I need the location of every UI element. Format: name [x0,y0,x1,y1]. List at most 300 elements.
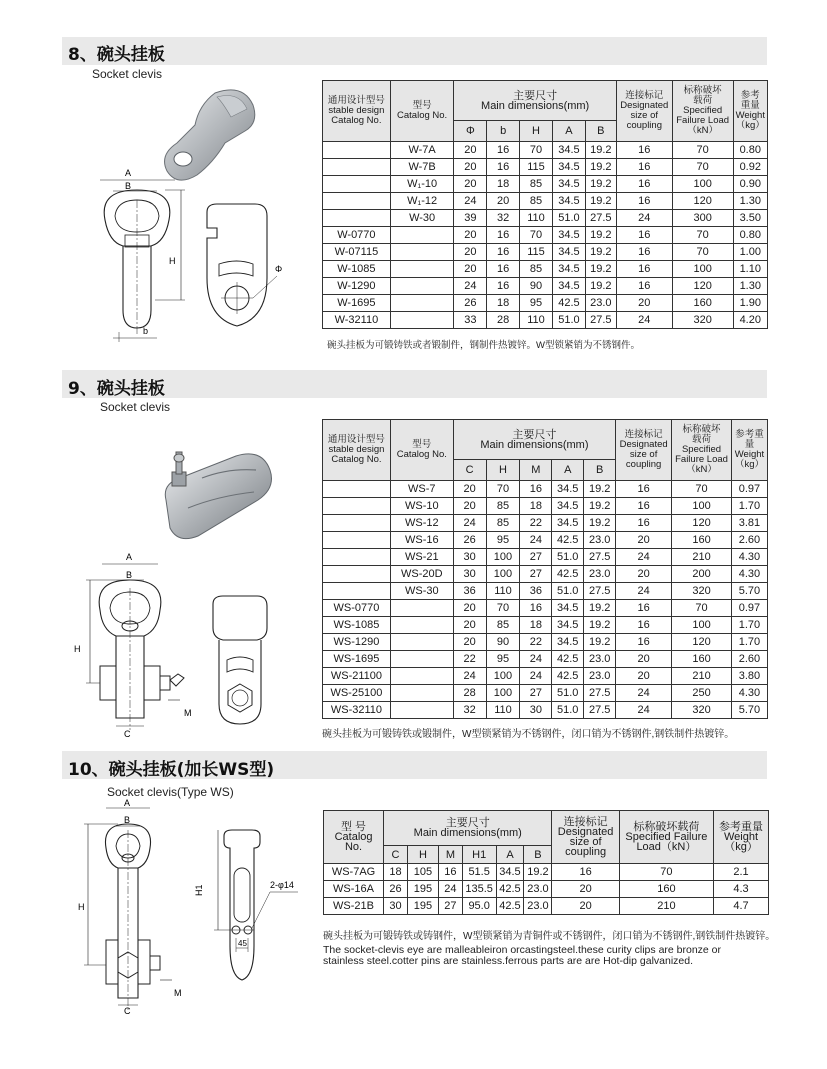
table-cell: 3.81 [731,515,767,532]
col-header-dims: 主要尺寸 Main dimensions(mm) [453,420,615,460]
table-cell: WS-25100 [323,685,391,702]
subheader-cell: b [487,121,520,142]
table-cell: 0.80 [733,227,767,244]
table-cell: 20 [454,142,487,159]
table-cell: W-0770 [323,227,391,244]
table-note-english: The socket-clevis eye are malleableiron orcastingsteel.these curity clips are bronze or stainless steel.cotter pins are stainless.ferrous parts are are Hot-dip galvanized. [323,944,722,967]
table-cell: 20 [552,898,619,915]
table-cell: 20 [616,668,672,685]
table-cell: 16 [616,176,672,193]
table-cell: 34.5 [552,159,585,176]
table-cell: 51.0 [552,210,585,227]
table-cell [390,278,454,295]
table-cell: 20 [453,634,486,651]
table-cell: 16 [616,617,672,634]
dim-label-a: A [126,552,133,562]
dim-label-b: B [126,570,133,580]
table-cell: 22 [453,651,486,668]
col-header-dims: 主要尺寸 Main dimensions(mm) [384,811,552,846]
table-cell: WS-21B [324,898,384,915]
table-cell: 24 [616,312,672,329]
table-cell: 2.60 [731,651,767,668]
section-subtitle: Socket clevis [100,400,171,414]
table-cell: 18 [487,176,520,193]
subheader-cell: H1 [462,846,496,864]
table-cell [390,702,453,719]
table-cell: 210 [619,898,713,915]
table-cell: 115 [520,159,553,176]
table-cell: 19.2 [584,617,616,634]
table-cell: 27.5 [584,702,616,719]
col-header-catalog: 通用设计型号 stable design Catalog No. [323,81,391,142]
table-cell: 115 [520,244,553,261]
table-cell: 4.3 [714,881,769,898]
front-view-drawing [62,548,197,738]
table-cell: WS-32110 [323,702,391,719]
side-view-drawing [194,826,312,996]
table-cell: 20 [453,498,486,515]
table-cell: 100 [486,566,520,583]
table-cell: 27.5 [584,549,616,566]
table-cell: 70 [672,227,733,244]
table-cell: 27.5 [585,312,616,329]
table-cell: 19.2 [524,864,552,881]
dim-label-small-b: b [143,326,149,336]
table-cell: 1.70 [731,634,767,651]
table-cell: WS-21100 [323,668,391,685]
col-header-catalog: 通用设计型号 stable design Catalog No. [323,420,391,481]
section-header-bar [62,37,767,65]
table-cell: 33 [454,312,487,329]
table-cell: W-7B [390,159,454,176]
table-cell: 160 [672,651,732,668]
table-cell: 1.30 [733,193,767,210]
table-cell: 16 [552,864,619,881]
table-cell: 27.5 [584,685,616,702]
table-cell [390,261,454,278]
table-note: 碗头挂板为可锻铸铁或铸钢件，W型锁紧销为青铜件或不锈钢件，闭口销为不锈钢件,钢铁制件热镀锌。 [323,931,776,942]
dim-label-a: A [124,798,131,808]
subheader-cell: H [407,846,438,864]
dim-label-m: M [174,988,182,998]
col-header-coupling: 连接标记 Designated size of coupling [552,811,619,864]
dim-label-h: H [78,902,85,912]
table-cell: 70 [486,600,520,617]
table-cell: 100 [486,549,520,566]
section-subtitle: Socket clevis(Type WS) [107,785,234,799]
table-cell: 51.5 [462,864,496,881]
table-cell: 20 [616,651,672,668]
table-cell: 34.5 [552,227,585,244]
table-cell: 1.90 [733,295,767,312]
table-cell: 27 [520,549,552,566]
table-row [323,210,768,227]
section-title: 10、碗头挂板(加长WS型) [68,760,275,780]
table-row [323,227,768,244]
table-row [323,244,768,261]
table-cell: 2.1 [714,864,769,881]
col-header-type: 型 号 Catalog No. [324,811,384,864]
table-cell: 100 [672,176,733,193]
table-cell: 34.5 [552,193,585,210]
table-note: 碗头挂板为可锻铸铁或锻制件，W型锁紧销为不锈钢件，闭口销为不锈钢件,钢铁制件热镀锌。 [322,729,735,740]
table-cell: 30 [384,898,408,915]
table-cell: 0.97 [731,481,767,498]
table-row [323,583,768,600]
table-cell [323,498,391,515]
table-cell: 16 [438,864,462,881]
table-cell: 85 [486,617,520,634]
table-cell: 160 [672,532,732,549]
table-cell: 20 [616,532,672,549]
table-cell: WS-16A [324,881,384,898]
subheader-cell: B [524,846,552,864]
table-cell: 16 [487,261,520,278]
table-cell: 70 [672,159,733,176]
table-cell: 100 [486,685,520,702]
table-cell [323,481,391,498]
table-cell: 19.2 [585,261,616,278]
table-row [324,864,769,881]
table-cell [390,244,454,261]
table-cell: 27 [520,566,552,583]
table-cell: WS-21 [390,549,453,566]
table-cell: 34.5 [552,617,584,634]
dim-label-c: C [124,1006,131,1016]
table-cell: WS-30 [390,583,453,600]
table-cell [390,312,454,329]
subheader-cell: C [384,846,408,864]
table-row [324,881,769,898]
table-cell: 0.92 [733,159,767,176]
table-cell: 19.2 [585,159,616,176]
col-header-coupling: 连接标记 Designated size of coupling [616,81,672,142]
dim-label-phi: Φ [275,264,283,274]
table-row [323,193,768,210]
table-cell: 100 [672,261,733,278]
table-cell: 19.2 [584,600,616,617]
table-cell: 24 [616,685,672,702]
table-cell: 22 [520,634,552,651]
table-cell: WS-12 [390,515,453,532]
table-cell [390,668,453,685]
table-cell: 26 [453,532,486,549]
table-cell: 23.0 [584,532,616,549]
table-note: 碗头挂板为可锻铸铁或者锻制件，钢制件热镀锌。W型锁紧销为不锈钢件。 [327,340,640,351]
table-cell: 42.5 [552,651,584,668]
table-cell: 250 [672,685,732,702]
table-cell [390,227,454,244]
subheader-cell: H [486,460,520,481]
table-cell [390,617,453,634]
col-header-load: 标称破坏载荷 Specified Failure Load（kN） [619,811,713,864]
table-cell: 36 [453,583,486,600]
table-row [323,532,768,549]
table-row [323,668,768,685]
table-row [323,651,768,668]
table-cell: 70 [520,142,553,159]
table-cell: WS-0770 [323,600,391,617]
table-cell: 34.5 [552,600,584,617]
table-cell: 20 [454,261,487,278]
dim-label-distance: 45 [238,939,247,948]
table-cell: 20 [453,617,486,634]
table-cell: 95 [486,651,520,668]
table-cell: W₁-12 [390,193,454,210]
table-cell: 85 [520,261,553,278]
table-cell: 110 [520,312,553,329]
table-row [323,142,768,159]
table-cell: WS-1085 [323,617,391,634]
table-cell: 23.0 [524,881,552,898]
table-cell: 16 [616,278,672,295]
table-cell: WS-7 [390,481,453,498]
table-cell: 20 [453,600,486,617]
table-cell: W-1085 [323,261,391,278]
table-cell: 20 [454,176,487,193]
table-cell: 160 [619,881,713,898]
subheader-cell: M [520,460,552,481]
subheader-cell: H [520,121,553,142]
table-cell: 18 [520,498,552,515]
table-cell: W-32110 [323,312,391,329]
subheader-cell: A [552,121,585,142]
table-cell: 20 [487,193,520,210]
subheader-cell: B [584,460,616,481]
table-cell: 120 [672,634,732,651]
table-cell: 16 [616,498,672,515]
table-cell: 19.2 [585,227,616,244]
table-cell: 24 [520,651,552,668]
table-cell: 51.0 [552,685,584,702]
section-title: 9、碗头挂板 [68,379,165,399]
table-cell: 34.5 [552,244,585,261]
subheader-cell: M [438,846,462,864]
table-cell: 70 [672,244,733,261]
table-cell: 30 [453,549,486,566]
table-cell: 70 [672,481,732,498]
table-cell: 51.0 [552,702,584,719]
table-cell: 195 [407,898,438,915]
table-cell: 19.2 [584,634,616,651]
table-cell: 51.0 [552,549,584,566]
table-cell: 320 [672,583,732,600]
table-cell: 16 [616,193,672,210]
spec-table [322,419,768,719]
table-row [323,702,768,719]
table-cell: W-07115 [323,244,391,261]
table-cell [390,295,454,312]
table-cell: 42.5 [552,668,584,685]
table-cell [390,600,453,617]
table-cell: 160 [672,295,733,312]
table-cell: 70 [672,600,732,617]
table-cell: 19.2 [585,193,616,210]
table-cell: 300 [672,210,733,227]
table-cell: 0.97 [731,600,767,617]
table-cell: 28 [453,685,486,702]
dim-label-m: M [184,708,192,718]
table-cell: 20 [616,566,672,583]
side-view-drawing [195,198,290,338]
table-cell [323,159,391,176]
table-cell: 24 [454,193,487,210]
table-row [323,685,768,702]
table-cell: 5.70 [731,583,767,600]
dim-label-b: B [124,815,131,825]
subheader-cell: A [552,460,584,481]
table-cell: 19.2 [585,244,616,261]
col-header-type: 型号 Catalog No. [390,81,454,142]
spec-table [322,80,768,329]
table-row [323,481,768,498]
table-cell: 30 [520,702,552,719]
table-cell: 20 [454,159,487,176]
table-cell: 34.5 [552,634,584,651]
table-cell: 4.30 [731,685,767,702]
table-cell: 23.0 [584,651,616,668]
table-cell: 1.70 [731,617,767,634]
table-cell [390,651,453,668]
table-cell: W-1290 [323,278,391,295]
table-cell: WS-7AG [324,864,384,881]
dim-label-h: H [169,256,176,266]
table-cell: 34.5 [552,176,585,193]
table-row [323,515,768,532]
table-cell: 24 [616,549,672,566]
table-cell: 70 [672,142,733,159]
table-cell: 24 [453,515,486,532]
table-cell [323,210,391,227]
dim-label-a: A [125,168,132,178]
table-cell: 23.0 [524,898,552,915]
table-cell: 4.30 [731,549,767,566]
table-cell: 34.5 [552,142,585,159]
table-row [324,898,769,915]
table-row [323,600,768,617]
table-cell: 27 [438,898,462,915]
table-cell: 5.70 [731,702,767,719]
table-cell [390,634,453,651]
table-cell: WS-16 [390,532,453,549]
table-cell: 135.5 [462,881,496,898]
table-cell: 320 [672,312,733,329]
table-cell: 18 [520,617,552,634]
table-cell: 24 [520,668,552,685]
table-row [323,159,768,176]
table-cell: 42.5 [496,881,524,898]
table-cell: 20 [616,295,672,312]
col-header-dims: 主要尺寸 Main dimensions(mm) [454,81,616,121]
table-cell: WS-1290 [323,634,391,651]
subheader-cell: B [585,121,616,142]
table-cell: 110 [520,210,553,227]
table-cell: 1.70 [731,498,767,515]
table-cell: 24 [520,532,552,549]
table-cell [323,193,391,210]
table-cell: 26 [384,881,408,898]
table-cell: 110 [486,702,520,719]
table-cell: 19.2 [585,176,616,193]
table-cell: 24 [616,210,672,227]
table-cell: 16 [616,634,672,651]
table-cell: 210 [672,549,732,566]
table-cell [323,549,391,566]
table-cell: 100 [486,668,520,685]
table-cell: 16 [487,278,520,295]
table-cell [323,583,391,600]
table-cell: 19.2 [584,515,616,532]
table-cell: 24 [438,881,462,898]
table-cell: 110 [486,583,520,600]
table-cell: 24 [616,583,672,600]
table-cell: 16 [616,515,672,532]
table-cell: 30 [453,566,486,583]
table-cell: 20 [552,881,619,898]
table-cell: 4.20 [733,312,767,329]
table-cell: WS-1695 [323,651,391,668]
table-cell: 85 [486,498,520,515]
table-row [323,295,768,312]
table-row [323,312,768,329]
table-cell: 34.5 [552,261,585,278]
table-cell: 24 [454,278,487,295]
table-cell: 19.2 [585,142,616,159]
product-photo [158,448,288,548]
col-header-load: 标称破坏 载荷 Specified Failure Load （kN） [672,81,733,142]
table-cell: 36 [520,583,552,600]
table-cell [390,685,453,702]
table-cell: 34.5 [552,481,584,498]
table-row [323,261,768,278]
table-cell: 20 [454,227,487,244]
table-cell: W-7A [390,142,454,159]
table-cell: 27 [520,685,552,702]
table-cell: 0.90 [733,176,767,193]
section-header-bar [62,370,767,398]
table-cell: 85 [520,193,553,210]
table-cell: 34.5 [496,864,524,881]
table-cell [323,515,391,532]
table-cell: 32 [453,702,486,719]
col-header-weight: 参考重 量 Weight （kg） [731,420,767,481]
table-cell: 100 [672,498,732,515]
table-cell: 85 [520,176,553,193]
table-cell: 70 [486,481,520,498]
table-cell: 19.2 [584,481,616,498]
table-cell: 4.7 [714,898,769,915]
col-header-weight: 参考 重量 Weight （kg） [733,81,767,142]
table-cell: 22 [520,515,552,532]
table-cell: 18 [384,864,408,881]
table-cell: 42.5 [552,532,584,549]
table-cell: 16 [616,600,672,617]
table-cell: 16 [487,142,520,159]
table-cell: 320 [672,702,732,719]
dim-label-h1: H1 [194,884,204,896]
table-cell: 34.5 [552,515,584,532]
table-cell: 16 [487,244,520,261]
table-cell: 3.50 [733,210,767,227]
table-cell: 120 [672,278,733,295]
dim-label-c: C [124,729,131,739]
table-cell: 70 [619,864,713,881]
table-cell: WS-10 [390,498,453,515]
table-cell: 120 [672,515,732,532]
table-cell: 51.0 [552,312,585,329]
front-view-drawing [72,800,187,1015]
table-cell: 42.5 [552,566,584,583]
